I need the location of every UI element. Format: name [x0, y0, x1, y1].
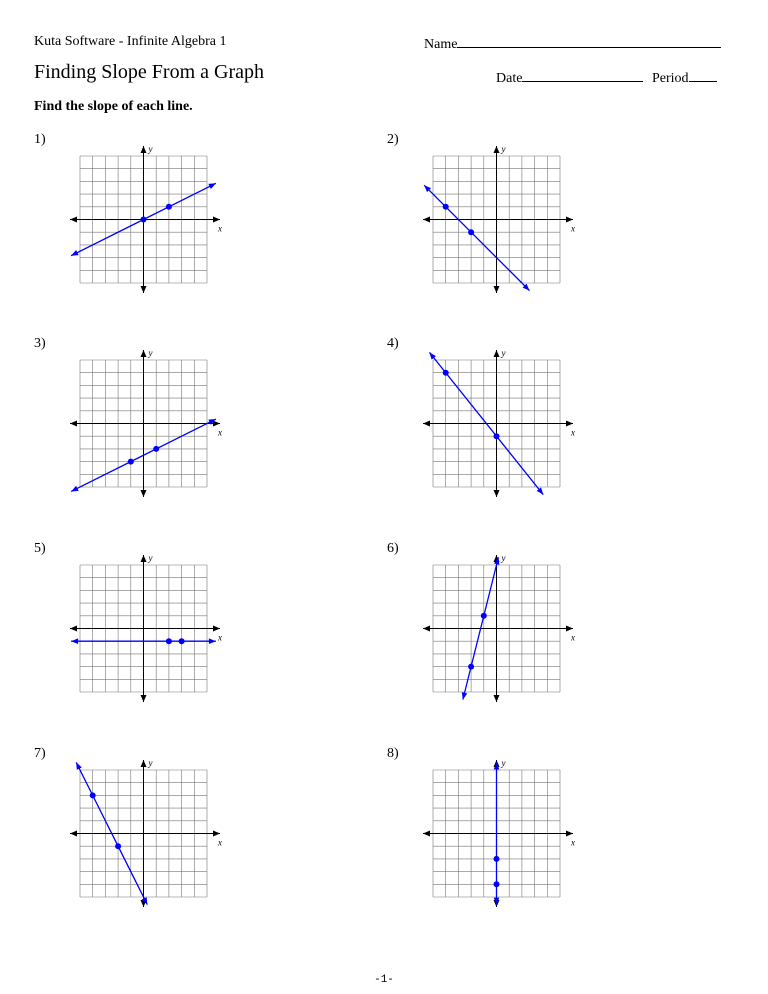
y-axis-down-arrow	[494, 695, 500, 702]
coordinate-graph	[68, 758, 226, 932]
name-blank[interactable]	[457, 34, 721, 48]
coordinate-graph	[421, 553, 579, 727]
y-axis-label: y	[501, 553, 506, 563]
problem-number: 4)	[387, 336, 399, 351]
x-axis-label: x	[218, 223, 222, 234]
problem-number: 2)	[387, 132, 399, 147]
date-blank[interactable]	[522, 68, 643, 82]
y-axis-up-arrow	[494, 350, 500, 357]
plotted-point	[166, 638, 172, 644]
coordinate-graph	[68, 144, 226, 318]
y-axis-down-arrow	[494, 490, 500, 497]
x-axis-right-arrow	[213, 421, 220, 427]
y-axis-down-arrow	[494, 286, 500, 293]
y-axis-label: y	[148, 758, 153, 768]
plotted-point	[468, 664, 474, 670]
plotted-point	[443, 204, 449, 210]
x-axis-label: x	[571, 632, 575, 643]
page-number: -1-	[374, 974, 394, 986]
x-axis-label: x	[571, 837, 575, 848]
line-arrowhead	[71, 250, 79, 256]
y-axis-up-arrow	[141, 555, 147, 562]
plotted-point	[494, 433, 500, 439]
plotted-line	[424, 185, 529, 290]
coordinate-graph	[421, 758, 579, 932]
y-axis-label: y	[501, 758, 506, 768]
x-axis-left-arrow	[70, 831, 77, 837]
plotted-point	[153, 446, 159, 452]
x-axis-label: x	[218, 427, 222, 438]
problem-number: 7)	[34, 746, 46, 761]
x-axis-left-arrow	[423, 217, 430, 223]
y-axis-up-arrow	[141, 146, 147, 153]
x-axis-left-arrow	[423, 421, 430, 427]
coordinate-graph	[68, 348, 226, 522]
x-axis-left-arrow	[423, 831, 430, 837]
problem-number: 8)	[387, 746, 399, 761]
plotted-point	[128, 459, 134, 465]
plotted-point	[443, 370, 449, 376]
y-axis-label: y	[148, 348, 153, 358]
period-blank[interactable]	[689, 68, 717, 82]
coordinate-graph	[421, 144, 579, 318]
x-axis-left-arrow	[70, 626, 77, 632]
y-axis-label: y	[148, 144, 153, 154]
plotted-point	[90, 792, 96, 798]
y-axis-label: y	[148, 553, 153, 563]
coordinate-graph	[68, 553, 226, 727]
x-axis-right-arrow	[213, 217, 220, 223]
y-axis-up-arrow	[141, 760, 147, 767]
plotted-point	[494, 856, 500, 862]
line-arrowhead	[71, 638, 78, 644]
x-axis-label: x	[218, 837, 222, 848]
x-axis-left-arrow	[70, 217, 77, 223]
instructions: Find the slope of each line.	[34, 99, 193, 114]
name-field[interactable]	[424, 34, 721, 53]
plotted-point	[179, 638, 185, 644]
y-axis-down-arrow	[141, 286, 147, 293]
x-axis-left-arrow	[423, 626, 430, 632]
plotted-point	[468, 229, 474, 235]
line-arrowhead	[76, 762, 82, 770]
x-axis-label: x	[571, 427, 575, 438]
x-axis-label: x	[218, 632, 222, 643]
x-axis-right-arrow	[566, 421, 573, 427]
name-label: Name	[424, 37, 458, 52]
problem-number: 5)	[34, 541, 46, 556]
y-axis-up-arrow	[494, 146, 500, 153]
x-axis-label: x	[571, 223, 575, 234]
x-axis-right-arrow	[566, 831, 573, 837]
period-field[interactable]	[652, 68, 717, 87]
y-axis-label: y	[501, 348, 506, 358]
date-field[interactable]	[496, 68, 643, 87]
period-label: Period	[652, 71, 689, 86]
y-axis-label: y	[501, 144, 506, 154]
x-axis-right-arrow	[566, 217, 573, 223]
plotted-point	[115, 843, 121, 849]
x-axis-right-arrow	[213, 626, 220, 632]
line-arrowhead	[71, 486, 79, 492]
y-axis-down-arrow	[141, 490, 147, 497]
plotted-point	[141, 217, 147, 223]
software-label: Kuta Software - Infinite Algebra 1	[34, 34, 227, 49]
line-arrowhead	[208, 183, 216, 189]
y-axis-down-arrow	[141, 695, 147, 702]
problem-number: 3)	[34, 336, 46, 351]
date-label: Date	[496, 71, 523, 86]
plotted-point	[166, 204, 172, 210]
plotted-point	[481, 613, 487, 619]
problem-number: 1)	[34, 132, 46, 147]
coordinate-graph	[421, 348, 579, 522]
y-axis-up-arrow	[141, 350, 147, 357]
problem-number: 6)	[387, 541, 399, 556]
worksheet-title: Finding Slope From a Graph	[34, 61, 264, 83]
plotted-point	[494, 881, 500, 887]
line-arrowhead	[209, 638, 216, 644]
x-axis-left-arrow	[70, 421, 77, 427]
x-axis-right-arrow	[566, 626, 573, 632]
x-axis-right-arrow	[213, 831, 220, 837]
